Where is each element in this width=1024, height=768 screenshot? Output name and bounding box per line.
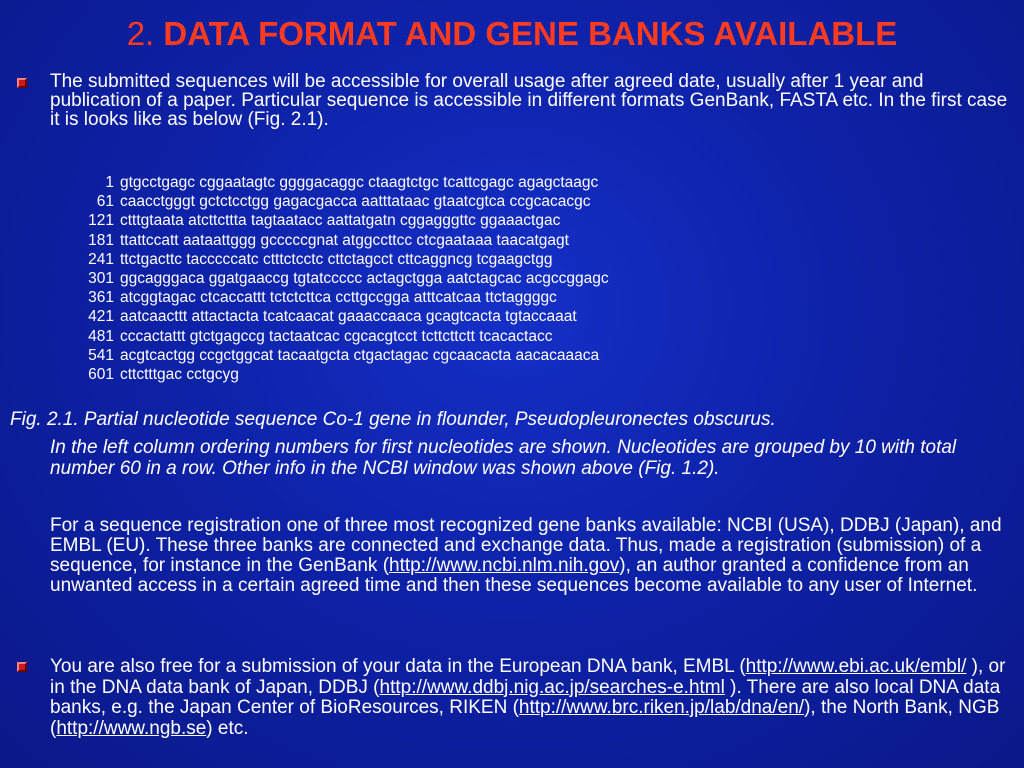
bullet-icon	[17, 662, 27, 672]
sequence-nucleotides: ggcagggaca ggatgaaccg tgtatccccc actagctgga aatctagcac acgccggagc	[120, 269, 609, 287]
sequence-nucleotides: cttctttgac cctgcyg	[120, 365, 239, 383]
sequence-position: 241	[88, 250, 114, 268]
sequence-nucleotides: atcggtagac ctcaccattt tctctcttca ccttgccgga atttcatcaa ttctaggggc	[120, 289, 557, 307]
sequence-nucleotides: ctttgtaata atcttcttta tagtaatacc aattatgatn cggagggttc ggaaactgac	[120, 212, 561, 230]
sequence-row	[72, 365, 609, 384]
sequence-row	[72, 192, 609, 211]
sequence-row	[72, 269, 609, 288]
paragraph-text: For a sequence registration one of three most recognized gene banks available: NCBI (USA), DDBJ (Japan), and EMBL (EU). These three banks are connected and exchange data. Thus, made a registration (submission) of a sequence, for instance in the GenBank (	[50, 515, 1002, 576]
sequence-row	[72, 307, 609, 326]
figure-description: In the left column ordering numbers for first nucleotides are shown. Nucleotides are grouped by 10 with total number 60 in a row. Other info in the NCBI window was shown above (Fig. 1.2).	[50, 437, 957, 479]
sequence-position: 601	[88, 365, 114, 383]
paragraph-text: ), the North Bank, NGB (	[50, 697, 1000, 739]
sequence-nucleotides: caacctgggt gctctcctgg gagacgacca aatttataac gtaatcgtca ccgcacacgc	[120, 193, 591, 211]
embl-link[interactable]: http://www.ebi.ac.uk/embl/	[745, 656, 967, 677]
sequence-position: 481	[88, 327, 114, 345]
sequence-position: 181	[88, 231, 114, 249]
ncbi-link[interactable]: http://www.ncbi.nlm.nih.gov	[389, 555, 620, 576]
sequence-nucleotides: acgtcactgg ccgctggcat tacaatgcta ctgactagac cgcaacacta aacacaaaca	[120, 346, 600, 364]
ngb-link[interactable]: http://www.ngb.se	[56, 717, 207, 739]
figure-caption: Fig. 2.1. Partial nucleotide sequence Co-1 gene in flounder, Pseudopleuronectes obscurus.	[10, 409, 776, 430]
sequence-row	[72, 173, 609, 192]
sequence-row	[72, 211, 609, 230]
sequence-position: 301	[88, 269, 114, 287]
sequence-row	[72, 327, 609, 346]
paragraph-text: ), or in the DNA data bank of Japan, DDBJ (	[50, 656, 1006, 698]
gene-bank-paragraph	[50, 516, 1015, 596]
sequence-position: 61	[96, 193, 114, 211]
slide-title	[0, 14, 1024, 54]
bullet-icon	[17, 78, 27, 88]
title-number: 2.	[126, 15, 155, 52]
ddbj-link[interactable]: http://www.ddbj.nig.ac.jp/searches-e.html	[379, 676, 725, 698]
sequence-row	[72, 346, 609, 365]
title-text: DATA FORMAT AND GENE BANKS AVAILABLE	[163, 15, 898, 52]
riken-link[interactable]: http://www.brc.riken.jp/lab/dna/en/	[518, 697, 805, 718]
paragraph-text: ), an author granted a confidence from an unwanted access in a certain agreed time and then these sequences become available to any user of Internet.	[50, 555, 978, 596]
sequence-position: 421	[88, 308, 114, 326]
sequence-nucleotides: ttattccatt aataattggg gcccccgnat atggccttcc ctcgaataaa taacatgagt	[120, 231, 569, 249]
sequence-position: 541	[88, 346, 114, 364]
sequence-row	[72, 231, 609, 250]
sequence-position: 1	[105, 174, 114, 191]
sequence-nucleotides: cccactattt gtctgagccg tactaatcac cgcacgtcct tcttcttctt tcacactacc	[120, 327, 553, 345]
submission-paragraph	[50, 657, 1015, 739]
sequence-row	[72, 288, 609, 307]
sequence-row	[72, 250, 609, 269]
paragraph-text: ). There are also local DNA data banks, e.g. the Japan Center of BioResources, RIKEN (	[50, 676, 1001, 718]
paragraph-text: ) etc.	[206, 717, 249, 739]
intro-paragraph: The submitted sequences will be accessible for overall usage after agreed date, usually after 1 year and publication of a paper. Particular sequence is accessible in different formats GenBank, FASTA etc. In the first case it is looks like as below (Fig. 2.1).	[50, 71, 1008, 130]
sequence-nucleotides: aatcaacttt attactacta tcatcaacat gaaaccaaca gcagtcacta tgtaccaaat	[120, 308, 577, 326]
sequence-nucleotides: gtgcctgagc cggaatagtc ggggacaggc ctaagtctgc tcattcgagc agagctaagc	[120, 174, 599, 191]
sequence-position: 361	[88, 289, 114, 307]
sequence-position: 121	[88, 212, 114, 230]
sequence-nucleotides: ttctgacttc tacccccatc ctttctcctc cttctagcct cttcaggncg tcgaagctgg	[120, 250, 553, 268]
paragraph-text: You are also free for a submission of your data in the European DNA bank, EMBL (	[50, 656, 746, 677]
sequence-listing	[72, 173, 609, 384]
